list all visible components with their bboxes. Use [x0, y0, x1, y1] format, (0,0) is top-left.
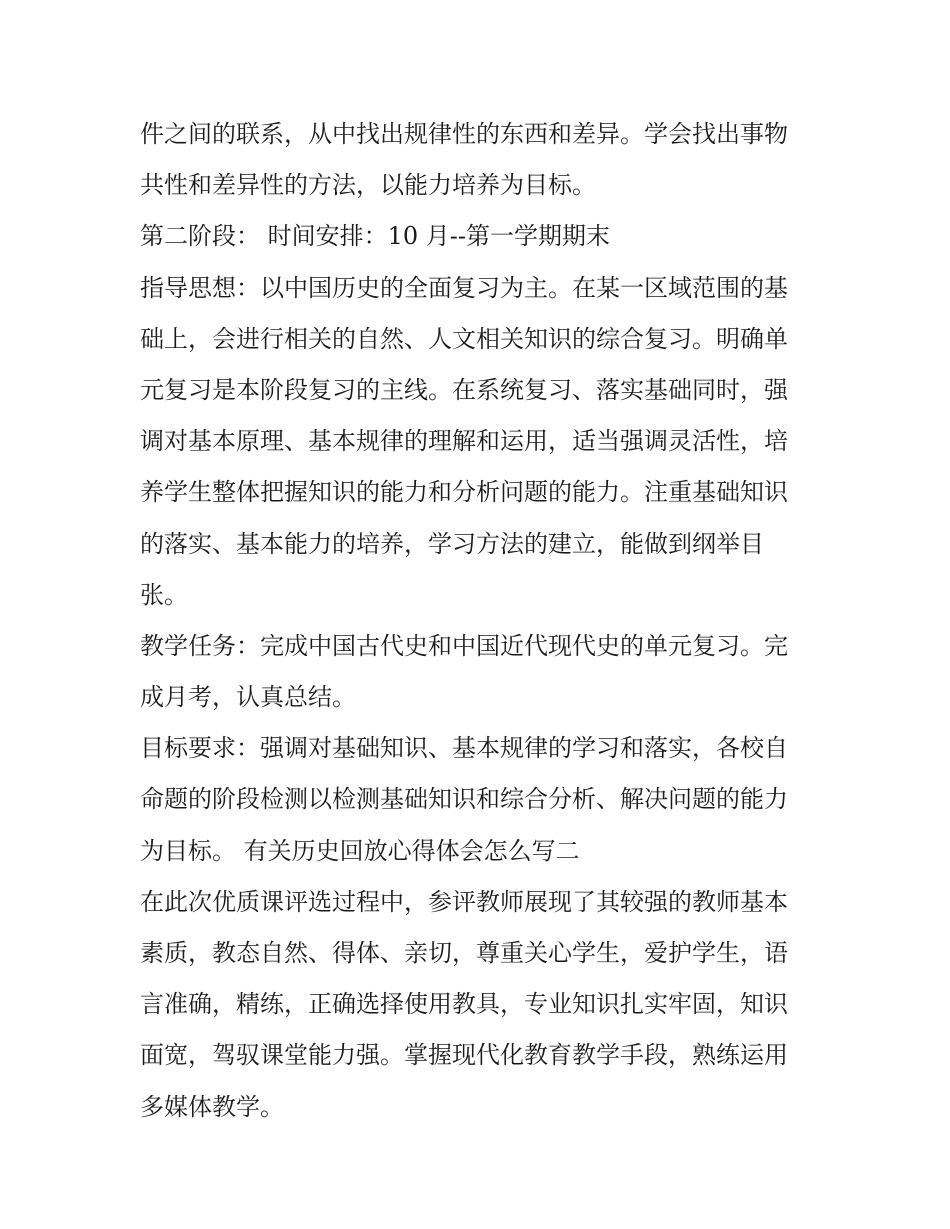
text-line: 张。	[140, 580, 188, 609]
text-line: 养学生整体把握知识的能力和分析问题的能力。注重基础知识	[140, 478, 788, 507]
text-line: 共性和差异性的方法，以能力培养为目标。	[140, 171, 596, 200]
text-line: 在此次优质课评选过程中，参评教师展现了其较强的教师基本	[140, 887, 788, 916]
text-line: 多媒体教学。	[140, 1092, 284, 1121]
text-line: 件之间的联系，从中找出规律性的东西和差异。学会找出事物	[140, 120, 788, 148]
text-line: 的落实、基本能力的培养，学习方法的建立，能做到纲举目	[140, 529, 764, 558]
text-line: 素质，教态自然、得体、亲切，尊重关心学生，爱护学生，语	[140, 939, 788, 967]
text-line: 命题的阶段检测以检测基础知识和综合分析、解决问题的能力	[140, 785, 788, 814]
section-heading: 第二阶段： 时间安排：10 月--第一学期期末	[140, 222, 611, 251]
text-line: 面宽，驾驭课堂能力强。掌握现代化教育教学手段，熟练运用	[140, 1041, 788, 1070]
text-line: 础上，会进行相关的自然、人文相关知识的综合复习。明确单	[140, 324, 788, 353]
text-line: 元复习是本阶段复习的主线。在系统复习、落实基础同时，强	[140, 375, 788, 404]
text-line: 成月考，认真总结。	[140, 683, 356, 712]
text-line: 指导思想：以中国历史的全面复习为主。在某一区域范围的基	[140, 273, 788, 302]
text-line: 教学任务：完成中国古代史和中国近代现代史的单元复习。完	[140, 631, 788, 660]
text-line: 为目标。 有关历史回放心得体会怎么写二	[140, 836, 580, 865]
text-line: 调对基本原理、基本规律的理解和运用，适当强调灵活性，培	[140, 427, 788, 456]
text-line: 言准确，精练，正确选择使用教具，专业知识扎实牢固，知识	[140, 990, 788, 1019]
text-line: 目标要求：强调对基础知识、基本规律的学习和落实，各校自	[140, 734, 788, 763]
document-body	[140, 109, 820, 1133]
